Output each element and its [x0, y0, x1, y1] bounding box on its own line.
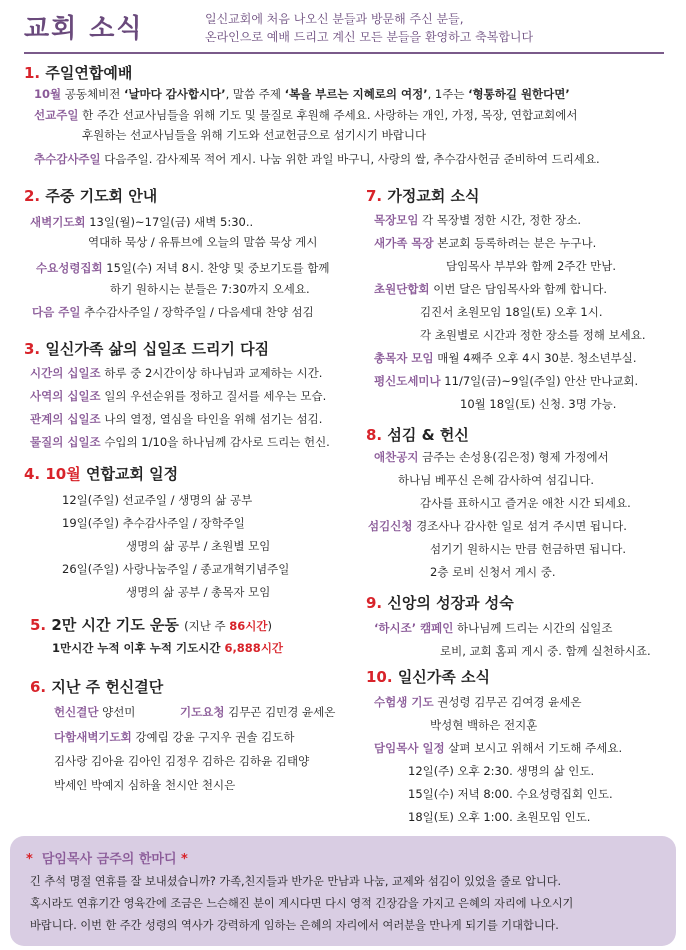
s7-line-8: 평신도세미나 11/7일(금)~9일(주일) 안산 만나교회. — [374, 374, 639, 388]
s6-line-3: 김사랑 김아윤 김아인 김정우 김하은 김하윤 김태양 — [54, 754, 310, 768]
s4-line-4: 26일(주일) 사랑나눔주일 / 종교개혁기념주일 — [62, 562, 290, 576]
s9-line-1: ‘하시조’ 캠페인 하나님께 드리는 시간의 십일조 — [374, 621, 613, 635]
s7-line-4: 초원단합회 이번 달은 담임목사와 함께 합니다. — [374, 282, 608, 296]
s8-line-2: 하나님 베푸신 은혜 감사하여 섬깁니다. — [398, 473, 595, 487]
s3-item: 사역의 십일조 일의 우선순위를 정하고 질서를 세우는 모습. — [30, 389, 327, 403]
s7-line-5: 김진서 초원모임 18일(토) 오후 1시. — [420, 305, 603, 319]
section-5-heading: 5. 2만 시간 기도 운동 (지난 주 86시간) — [30, 616, 273, 634]
pastor-message-line-1: 긴 추석 명절 연휴를 잘 보내셨습니까? 가족,친지들과 반가운 만남과 나눔, 교제와 섬김이 있었을 줄로 압니다. — [30, 875, 562, 888]
section-4-heading: 4. 10월 연합교회 일정 — [24, 465, 179, 483]
section-6-heading: 6. 지난 주 헌신결단 — [30, 678, 164, 696]
s7-line-3: 담임목사 부부와 함께 2주간 만남. — [446, 259, 617, 273]
s2-line-5: 다음 주일 추수감사주일 / 장학주일 / 다음세대 찬양 섬김 — [32, 305, 314, 319]
s3-item: 물질의 십일조 수입의 1/10을 하나님께 감사로 드리는 헌신. — [30, 435, 330, 449]
section-title: 주일연합예배 — [45, 64, 133, 82]
s7-line-2: 새가족 목장 본교회 등록하려는 분은 누구나. — [374, 236, 597, 250]
s3-item: 관계의 십일조 나의 열정, 열심을 타인을 위해 섬기는 섬김. — [30, 412, 323, 426]
s2-line-3: 수요성령집회 15일(수) 저녁 8시. 찬양 및 중보기도를 함께 — [36, 261, 330, 275]
pastor-message-line-3: 바랍니다. 이번 한 주간 성령의 역사가 강력하게 임하는 은혜의 자리에서 여러분을 만나게 되기를 기대합니다. — [30, 919, 559, 932]
s8-line-5: 섬기기 원하시는 만큼 헌금하면 됩니다. — [430, 542, 627, 556]
s10-line-3: 담임목사 일정 살펴 보시고 위해서 기도해 주세요. — [374, 741, 623, 755]
s1-line-4: 추수감사주일 다음주일. 감사제목 적어 게시. 나눔 위한 과일 바구니, 사랑의 쌀, 추수감사헌금 준비하여 드리세요. — [34, 152, 600, 166]
s6-line-4: 박세인 박예지 심하율 천시안 천시은 — [54, 778, 236, 792]
intro-line-2: 온라인으로 예배 드리고 계신 모든 분들을 환영하고 축복합니다 — [205, 30, 534, 44]
s8-line-6: 2층 로비 신청서 게시 중. — [430, 565, 556, 579]
s10-line-1: 수험생 기도 권성령 김무곤 김여경 윤세온 — [374, 695, 582, 709]
s6-line-1b: 기도요청 김무곤 김민경 윤세온 — [180, 705, 336, 719]
s4-line-1: 12일(주일) 선교주일 / 생명의 삶 공부 — [62, 493, 253, 507]
intro-line-1: 일신교회에 처음 나오신 분들과 방문해 주신 분들, — [205, 12, 464, 26]
s10-line-5: 15일(수) 저녁 8:00. 수요성령집회 인도. — [408, 787, 613, 801]
section-10-heading: 10. 일신가족 소식 — [366, 668, 490, 686]
s4-line-5: 생명의 삶 공부 / 총목자 모임 — [126, 585, 271, 599]
section-1-heading — [24, 62, 132, 83]
s6-line-1a: 헌신결단 양선미 — [54, 705, 136, 719]
page-title: 교회 소식 — [24, 14, 144, 44]
s10-line-6: 18일(토) 오후 1:00. 초원모임 인도. — [408, 810, 591, 824]
section-8-heading: 8. 섬김 & 헌신 — [366, 426, 469, 444]
s4-line-3: 생명의 삶 공부 / 초원별 모임 — [126, 539, 271, 553]
s1-line-2: 선교주일 한 주간 선교사님들을 위해 기도 및 물질로 후원해 주세요. 사랑하는 개인, 가정, 목장, 연합교회에서 — [34, 108, 578, 122]
section-2-heading: 2. 주중 기도회 안내 — [24, 187, 158, 205]
s9-line-2: 로비, 교회 홈피 게시 중. 함께 실천하시죠. — [440, 644, 651, 658]
s5-line-2: 1만시간 누적 이후 누적 기도시간 6,888시간 — [52, 641, 284, 655]
s3-item: 시간의 십일조 하루 중 2시간이상 하나님과 교제하는 시간. — [30, 366, 323, 380]
s8-line-4: 섬김신청 경조사나 감사한 일로 섬겨 주시면 됩니다. — [368, 519, 627, 533]
s1-line-1: 10월 공동체비전 ‘날마다 감사합시다’, 말씀 주제 ‘복을 부르는 지혜로의 여정’, 1주는 ‘형통하길 원한다면’ — [34, 87, 570, 101]
s7-line-9: 10월 18일(토) 신청. 3명 가능. — [460, 397, 617, 411]
s6-line-2: 다함새벽기도회 강예림 강윤 구지우 권솔 김도하 — [54, 730, 295, 744]
header-divider — [24, 52, 664, 54]
s1-line-3: 후원하는 선교사님들을 위해 기도와 선교헌금으로 섬기시기 바랍니다 — [82, 128, 427, 142]
s4-line-2: 19일(주일) 추수감사주일 / 장학주일 — [62, 516, 245, 530]
s10-line-4: 12일(주) 오후 2:30. 생명의 삶 인도. — [408, 764, 595, 778]
s2-line-2: 역대하 묵상 / 유튜브에 오늘의 말씀 묵상 게시 — [88, 235, 318, 249]
s7-line-6: 각 초원별로 시간과 정한 장소를 정해 보세요. — [420, 328, 646, 342]
pastor-message-title: * 담임목사 금주의 한마디 * — [26, 852, 188, 867]
s2-line-1: 새벽기도회 13일(월)~17일(금) 새벽 5:30.. — [30, 215, 254, 229]
section-number: 1. — [24, 64, 41, 82]
section-9-heading: 9. 신앙의 성장과 성숙 — [366, 594, 514, 612]
section-7-heading: 7. 가정교회 소식 — [366, 187, 480, 205]
s8-line-1: 애찬공지 금주는 손성용(김은정) 형제 가정에서 — [374, 450, 609, 464]
section-3-heading: 3. 일신가족 삶의 십일조 드리기 다짐 — [24, 340, 270, 358]
s7-line-7: 총목자 모임 매월 4째주 오후 4시 30분. 청소년부실. — [374, 351, 637, 365]
s7-line-1: 목장모임 각 목장별 정한 시간, 정한 장소. — [374, 213, 581, 227]
pastor-message-line-2: 혹시라도 연휴기간 영육간에 조금은 느슨해진 분이 계시다면 다시 영적 긴장감을 가지고 은혜의 자리에 나오시기 — [30, 897, 574, 910]
s10-line-2: 박성현 백하은 전지훈 — [430, 718, 538, 732]
s2-line-4: 하기 원하시는 분들은 7:30까지 오세요. — [110, 282, 310, 296]
s8-line-3: 감사를 표하시고 즐거운 애찬 시간 되세요. — [420, 496, 631, 510]
